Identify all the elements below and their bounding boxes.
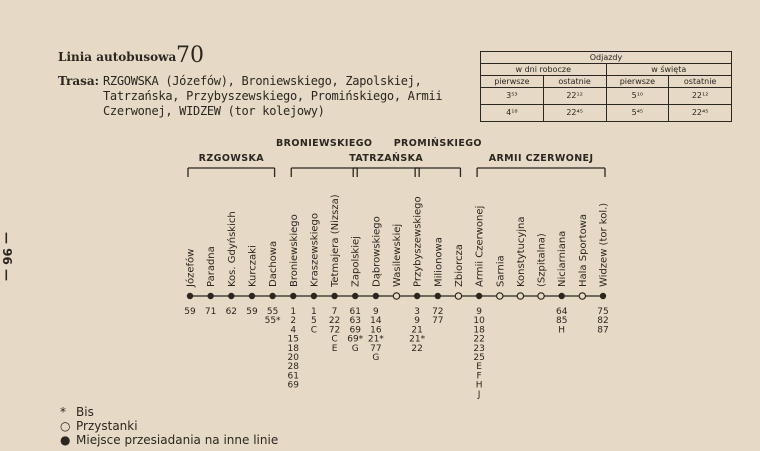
line-title: Linia autobusowa <box>58 50 177 64</box>
connection-line-number: 69 <box>287 380 299 391</box>
connection-line-number: 22 <box>328 316 341 327</box>
connection-line-number: 21* <box>367 334 384 345</box>
connection-line-number: 61 <box>349 307 361 317</box>
connection-line-number: G <box>351 343 359 354</box>
connection-line-number: 7 <box>331 307 338 317</box>
transfer-stop-marker <box>290 293 296 299</box>
stop-name: Kraszewskiego <box>309 213 321 287</box>
stop-name: Dąbrowskiego <box>371 216 383 287</box>
connection-line-number: 9 <box>414 316 421 327</box>
connection-line-number: 77 <box>370 343 382 354</box>
stop-name: Dachowa <box>268 240 280 287</box>
connection-line-number: H <box>558 325 566 336</box>
connection-line-number: 14 <box>370 316 382 327</box>
stop-name: Widzew (tor kol.) <box>598 202 610 287</box>
filled-circle-icon: ● <box>60 433 71 447</box>
stop-marker <box>497 293 503 299</box>
table-cell: 3⁵³ <box>481 88 544 104</box>
stop-name: Józefów <box>185 248 197 287</box>
col-header: pierwsze <box>607 76 670 87</box>
connection-line-number: C <box>310 325 318 336</box>
stop-name: Wasilewskiej <box>392 223 403 287</box>
connection-line-number: 23 <box>473 343 485 354</box>
connection-line-number: 1 <box>290 307 297 317</box>
connection-line-number: 9 <box>372 307 379 317</box>
stop-marker <box>455 293 461 299</box>
legend-item-transfer <box>60 433 278 447</box>
group-holidays: w święta <box>651 65 687 74</box>
connection-line-number: H <box>475 380 483 391</box>
transfer-stop-marker <box>352 293 358 299</box>
transfer-stop-marker <box>435 293 441 299</box>
stop-name: Armii Czerwonej <box>474 205 486 287</box>
transfer-stop-marker <box>207 293 213 299</box>
group-weekdays: w dni robocze <box>481 64 607 75</box>
connection-line-number: J <box>477 389 481 400</box>
stop-name: Paradna <box>206 246 218 287</box>
connection-line-number: 63 <box>349 316 361 327</box>
street-name: RZGOWSKA <box>198 153 264 164</box>
transfer-stop-marker <box>228 293 234 299</box>
connection-line-number: E <box>476 362 482 373</box>
col-header: ostatnie <box>683 77 717 86</box>
connection-line-number: 22 <box>473 334 485 345</box>
col-header: pierwsze <box>481 76 544 87</box>
stop-name: Tetmajera (Nizsza) <box>330 194 342 287</box>
page-number: — 96 — <box>0 232 14 282</box>
transfer-stop-marker <box>331 293 337 299</box>
stop-name: Milionowa <box>433 237 445 287</box>
transfer-stop-marker <box>600 293 606 299</box>
connection-line-number: 10 <box>473 316 485 327</box>
open-circle-icon: ○ <box>60 419 71 433</box>
stop-name: Zbiorcza <box>453 244 465 287</box>
stop-name: Niciarniana <box>557 230 569 287</box>
legend-label: Przystanki <box>76 419 138 433</box>
connection-line-number: 87 <box>597 325 609 336</box>
connection-line-number: 59 <box>184 307 196 317</box>
connection-line-number: 55 <box>266 307 279 317</box>
connection-line-number: 21 <box>411 325 423 336</box>
connection-line-number: 55* <box>264 316 281 327</box>
connection-line-number: 28 <box>287 362 299 373</box>
transfer-stop-marker <box>311 293 317 299</box>
street-name: TATRZAŃSKA <box>349 153 424 164</box>
stop-name: Zapolskiej <box>350 236 362 287</box>
connection-line-number: 18 <box>287 343 299 354</box>
connection-line-number: 62 <box>225 307 238 317</box>
stop-marker <box>517 293 523 299</box>
stop-name: (Szpitalna) <box>536 233 548 287</box>
connection-line-number: 21* <box>409 334 426 345</box>
legend-label: Miejsce przesiadania na inne linie <box>76 433 279 447</box>
stop-marker <box>538 293 544 299</box>
connection-line-number: 16 <box>370 325 382 336</box>
stop-name: Sarnia <box>495 255 507 287</box>
table-cell: 22¹² <box>544 88 607 104</box>
transfer-stop-marker <box>373 293 379 299</box>
connection-line-number: G <box>372 353 380 363</box>
legend-item-bis <box>60 405 94 419</box>
stop-marker <box>579 293 585 299</box>
connection-line-number: 72 <box>328 325 341 336</box>
stop-name: Kos. Gdyńskich <box>226 211 238 287</box>
transfer-stop-marker <box>414 293 420 299</box>
stop-name: Hala Sportowa <box>577 213 589 287</box>
stop-name: Konstytucyjna <box>515 216 527 287</box>
table-cell: 5⁴⁵ <box>607 105 670 121</box>
connection-line-number: 72 <box>432 307 444 317</box>
line-number: 70 <box>176 43 204 68</box>
connection-line-number: 85 <box>555 316 568 327</box>
stop-name: Kurczaki <box>247 245 259 287</box>
transfer-stop-marker <box>559 293 565 299</box>
route-text: RZGOWSKA (Józefów), Broniewskiego, Zapolskiej, Tatrzańska, Przybyszewskiego, Promińskiego, Armii Czerwonej, WIDZEW (tor kolejowy) <box>103 74 443 118</box>
connection-line-number: 61 <box>287 371 299 382</box>
connection-line-number: 82 <box>597 316 609 327</box>
transfer-stop-marker <box>269 293 275 299</box>
connection-line-number: 69* <box>347 334 364 345</box>
connection-line-number: 4 <box>290 325 297 336</box>
connection-line-number: 22 <box>411 343 423 354</box>
col-header: ostatnie <box>544 76 607 87</box>
connection-line-number: 71 <box>204 307 217 317</box>
table-cell: 22⁴⁵ <box>691 108 709 117</box>
departures-title: Odjazdy <box>589 53 623 62</box>
table-cell: 5¹⁰ <box>607 88 670 104</box>
connection-line-number: 77 <box>432 316 444 327</box>
transfer-stop-marker <box>476 293 482 299</box>
connection-line-number: 1 <box>311 307 317 317</box>
transfer-stop-marker <box>187 293 193 299</box>
connection-line-number: 59 <box>246 307 258 317</box>
table-cell: 22¹² <box>691 91 709 100</box>
stop-name: Broniewskiego <box>288 214 300 287</box>
connection-line-number: 75 <box>597 307 609 317</box>
connection-line-number: F <box>476 371 482 382</box>
connection-line-number: 15 <box>287 334 299 345</box>
street-name: ARMII CZERWONEJ <box>488 153 594 164</box>
connection-line-number: 5 <box>311 316 317 327</box>
connection-line-number: C <box>331 334 338 345</box>
connection-line-number: 3 <box>414 307 421 317</box>
connection-line-number: 20 <box>287 353 299 363</box>
stop-marker <box>393 293 399 299</box>
connection-line-number: 69 <box>349 325 361 336</box>
legend-item-stop <box>60 419 138 433</box>
legend-label: Bis <box>76 405 94 419</box>
connection-line-number: 64 <box>555 307 568 317</box>
transfer-stop-marker <box>249 293 255 299</box>
connection-line-number: 9 <box>476 307 482 317</box>
table-cell: 22⁴⁵ <box>544 105 607 121</box>
route-label: Trasa: <box>58 74 100 88</box>
table-cell: 4¹⁸ <box>481 105 544 121</box>
street-name: PROMIŃSKIEGO <box>393 138 482 149</box>
connection-line-number: E <box>331 343 338 354</box>
connection-line-number: 18 <box>473 325 485 336</box>
street-name: BRONIEWSKIEGO <box>276 138 373 149</box>
stop-name: Przybyszewskiego <box>412 196 424 287</box>
connection-line-number: 25 <box>473 353 485 363</box>
asterisk-icon: * <box>60 405 66 419</box>
connection-line-number: 2 <box>290 316 297 327</box>
